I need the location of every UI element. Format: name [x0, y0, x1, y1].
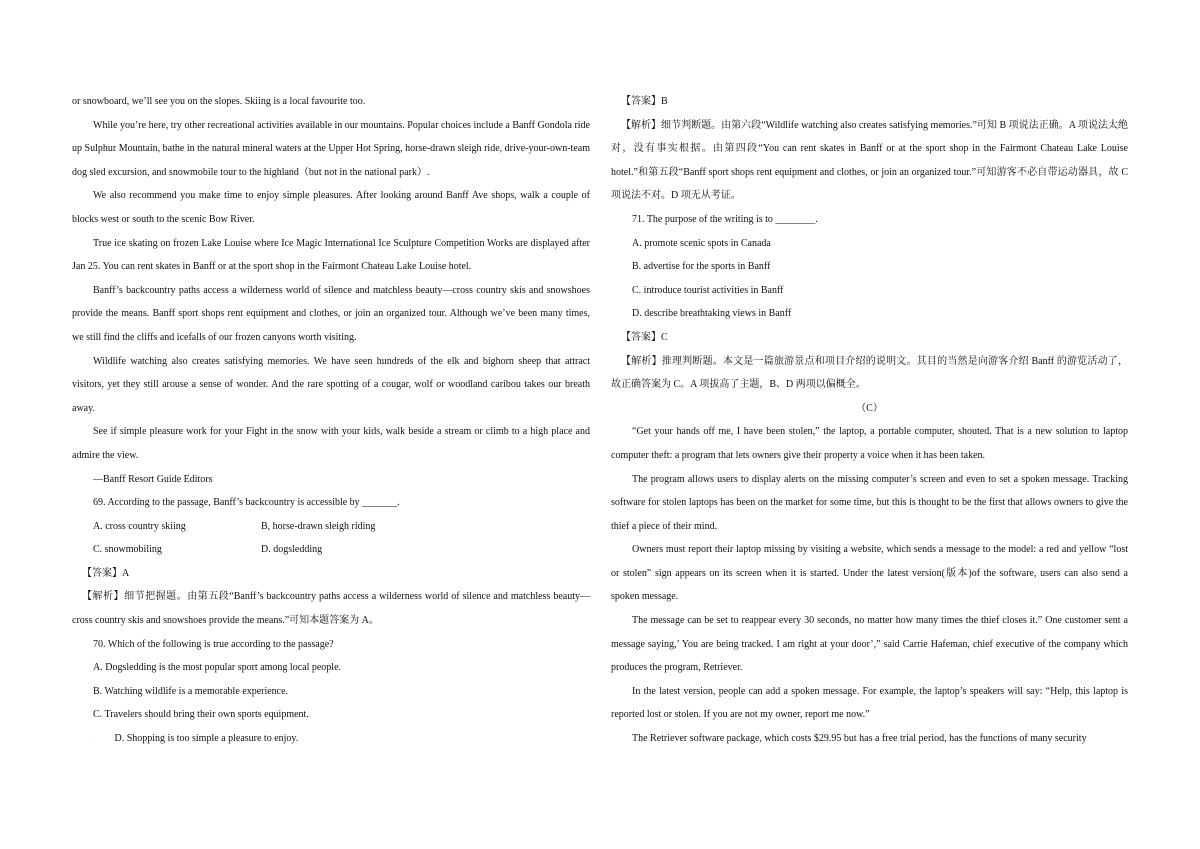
question-69: 69. According to the passage, Banff’s backcountry is accessible by _______. [93, 497, 400, 509]
q71-analysis: 【解析】推理判断题。本文是一篇旅游景点和项目介绍的说明文。其目的当然是向游客介绍 Banff 的游览活动了，故正确答案为 C。A 项拔高了主题，B、D 两项以偏概全。 [611, 355, 1128, 391]
option-c: C. introduce tourist activities in Banff [632, 284, 784, 296]
passage-paragraph: While you’re here, try other recreational activities available in our mountains. Popular choices include a Banff Gondola ride up Sulphur Mountain, bathe in the natural mineral waters at the Upper Hot Spring, horse-drawn sleigh ride, drive-your-own-team dog sled excursion, and snowmobile tour to the highland（but not in the national park）. [72, 119, 590, 178]
q69-answer: 【答案】A [82, 567, 130, 579]
passage-paragraph: or snowboard, we’ll see you on the slopes. Skiing is a local favourite too. [72, 96, 366, 107]
option-c: C. snowmobiling [93, 544, 162, 556]
passage-paragraph: Banff’s backcountry paths access a wilderness world of silence and matchless beauty—cross country skis and snowshoes provide the means. Banff sport shops rent equipment and clothes, or join an organized tour. Although we’ve been many times, we still find the cliffs and icefalls of our frozen canyons worth visiting. [72, 284, 590, 343]
q69-options-row-2 [72, 538, 590, 562]
passage-paragraph: See if simple pleasure work for your Fight in the snow with your kids, walk beside a stream or climb to a high place and admire the view. [72, 426, 590, 461]
option-b: B. advertise for the sports in Banff [632, 261, 771, 273]
option-a: A. cross country skiing [93, 520, 186, 532]
option-d: D. describe breathtaking views in Banff [632, 308, 792, 320]
option-b: B, horse-drawn sleigh riding [261, 520, 376, 532]
passage-paragraph: We also recommend you make time to enjoy simple pleasures. After looking around Banff Ave shops, walk a couple of blocks west or south to the scenic Bow River. [72, 190, 590, 225]
q70-answer: 【答案】B [621, 96, 668, 107]
option-a: A. promote scenic spots in Canada [632, 237, 771, 249]
passage-paragraph: The message can be set to reappear every 30 seconds, no matter how many times the thief closes it.” One customer sent a message saying,’ You are being tracked. I am right at your door’,” said Carrie Hafeman, chief executive of the company which produces the program, Retriever. [611, 615, 1128, 674]
option-b: B. Watching wildlife is a memorable experience. [93, 685, 289, 697]
passage-paragraph: In the latest version, people can add a spoken message. For example, the laptop’s speakers will say: “Help, this laptop is reported lost or stolen. If you are not my owner, report me now.” [611, 685, 1128, 721]
option-a: A. Dogsledding is the most popular sport among local people. [93, 662, 342, 674]
passage-signature: —Banff Resort Guide Editors [93, 473, 213, 485]
stray-mark: . [93, 735, 95, 742]
q69-options-row-1 [72, 515, 590, 539]
passage-paragraph: True ice skating on frozen Lake Louise where Ice Magic International Ice Sculpture Competition Works are displayed after Jan 25. You can rent skates in Banff or at the sport shop in the Fairmont Chateau Lake Louise hotel. [72, 237, 590, 273]
option-d: D. dogsledding [261, 544, 323, 556]
question-70: 70. Which of the following is true according to the passage? [93, 638, 334, 650]
passage-paragraph: The Retriever software package, which costs $29.95 but has a free trial period, has the functions of many security [632, 733, 1087, 745]
right-column [611, 90, 1128, 751]
passage-paragraph: The program allows users to display alerts on the missing computer’s screen and even to set a spoken message. Tracking software for stolen laptops has been on the market for some time, but this is thought to be the first that allows owners to give the thief a piece of their mind. [611, 473, 1128, 532]
question-71: 71. The purpose of the writing is to ________. [632, 213, 818, 225]
option-d: D. Shopping is too simple a pleasure to enjoy. [114, 733, 299, 745]
left-column [72, 90, 590, 751]
passage-paragraph: Owners must report their laptop missing by visiting a website, which sends a message to the model: a red and yellow “lost or stolen” sign appears on its screen when it is started. Under the latest version(版本)of the software, users can also send a spoken message. [611, 544, 1128, 603]
passage-paragraph: Wildlife watching also creates satisfying memories. We have seen hundreds of the elk and bighorn sheep that attract visitors, yet they still arouse a sense of wonder. And the rare spotting of a cougar, wolf or woodland caribou takes our breath away. [72, 355, 590, 414]
q71-answer: 【答案】C [621, 331, 668, 343]
passage-paragraph: “Get your hands off me, I have been stolen,” the laptop, a portable computer, shouted. That is a new solution to laptop computer theft: a program that lets owners give their property a voice when it has been taken. [611, 426, 1128, 461]
q70-analysis: 【解析】细节判断题。由第六段“Wildlife watching also creates satisfying memories.”可知 B 项说法正确。A 项说法太绝对，没有事实根据。由第四段“You can rent skates in Banff or at the sport shop in the Fairmont Chateau Lake Louise hotel.”和第五段“Banff sport shops rent equipment and clothes, or join an organized tour.”可知游客不必自带运动器具，故 C 项说法不对。D 项无从考证。 [611, 119, 1128, 202]
q69-analysis: 【解析】细节把握题。由第五段“Banff’s backcountry paths access a wilderness world of silence and matchless beauty—cross country skis and snowshoes provide the means.”可知本题答案为 A。 [72, 591, 590, 627]
option-d-line [72, 727, 590, 751]
option-c: C. Travelers should bring their own sports equipment. [93, 709, 309, 721]
section-heading: （C） [856, 402, 883, 414]
